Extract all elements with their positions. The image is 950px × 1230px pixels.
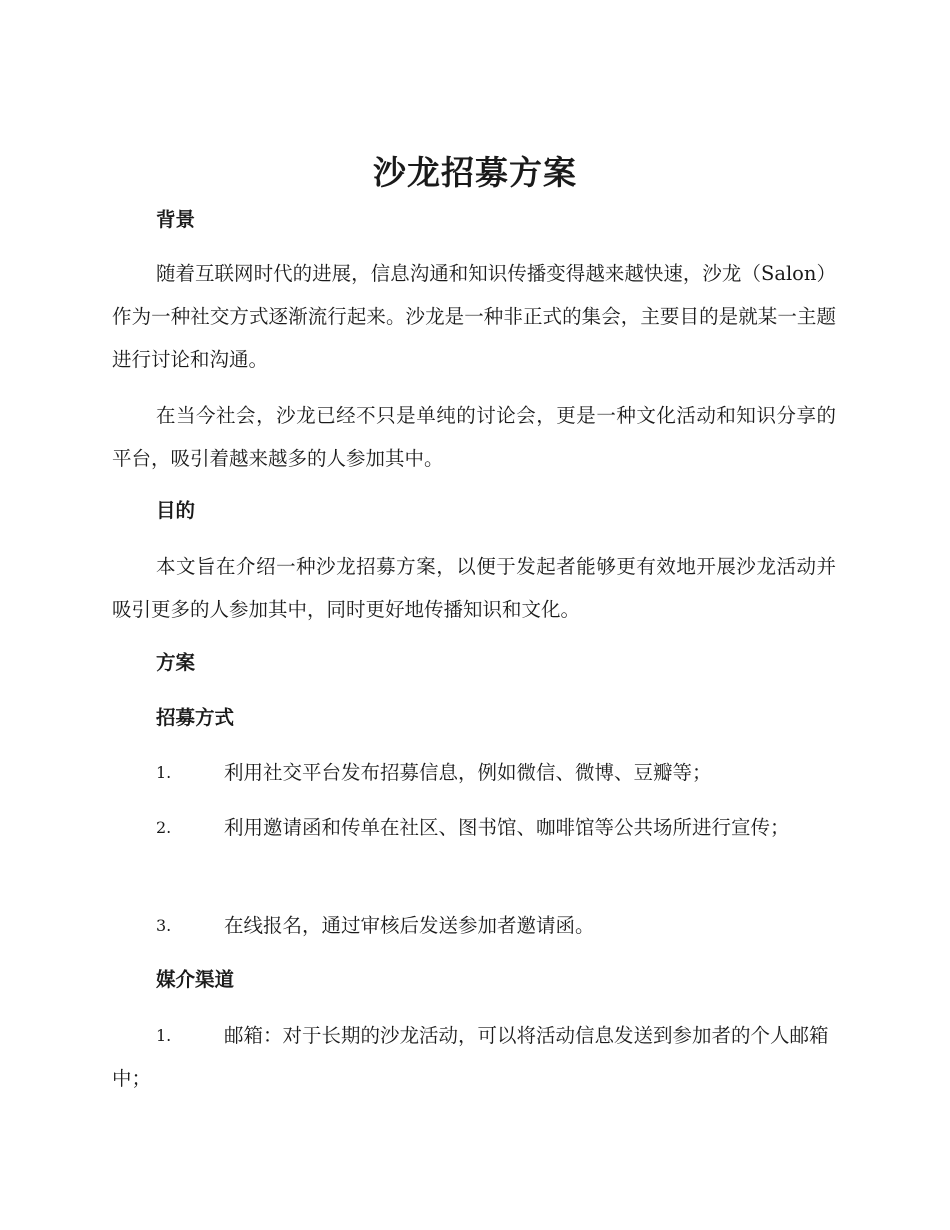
list-item-number: 2. [156, 818, 172, 837]
list-item [112, 806, 836, 849]
list-item [112, 904, 836, 947]
list-item [112, 1014, 836, 1100]
heading-background: 背景 [156, 208, 196, 231]
list-item-number: 1. [156, 1026, 172, 1045]
paragraph-purpose-1: 本文旨在介绍一种沙龙招募方案，以便于发起者能够更有效地开展沙龙活动并吸引更多的人参加其中，同时更好地传播知识和文化。 [112, 555, 836, 621]
list-item-text: 在线报名，通过审核后发送参加者邀请函。 [224, 914, 595, 937]
heading-purpose: 目的 [156, 499, 196, 522]
list-item-text: 邮箱：对于长期的沙龙活动，可以将活动信息发送到参加者的个人邮箱中； [112, 1024, 829, 1090]
list-item-number: 1. [156, 763, 172, 782]
document-title: 沙龙招募方案 [373, 153, 577, 192]
heading-recruit-methods: 招募方式 [156, 706, 235, 729]
list-item [112, 751, 836, 794]
heading-media-channels: 媒介渠道 [156, 968, 235, 991]
paragraph-background-1: 随着互联网时代的进展，信息沟通和知识传播变得越来越快速，沙龙（Salon）作为一种社交方式逐渐流行起来。沙龙是一种非正式的集会，主要目的是就某一主题进行讨论和沟通。 [112, 262, 836, 371]
list-item-text: 利用社交平台发布招募信息，例如微信、微博、豆瓣等； [224, 761, 712, 784]
paragraph-background-2: 在当今社会，沙龙已经不只是单纯的讨论会，更是一种文化活动和知识分享的平台，吸引着越来越多的人参加其中。 [112, 404, 836, 470]
list-item-number: 3. [156, 916, 172, 935]
list-item-text: 利用邀请函和传单在社区、图书馆、咖啡馆等公共场所进行宣传； [224, 816, 790, 839]
heading-plan: 方案 [156, 651, 196, 674]
